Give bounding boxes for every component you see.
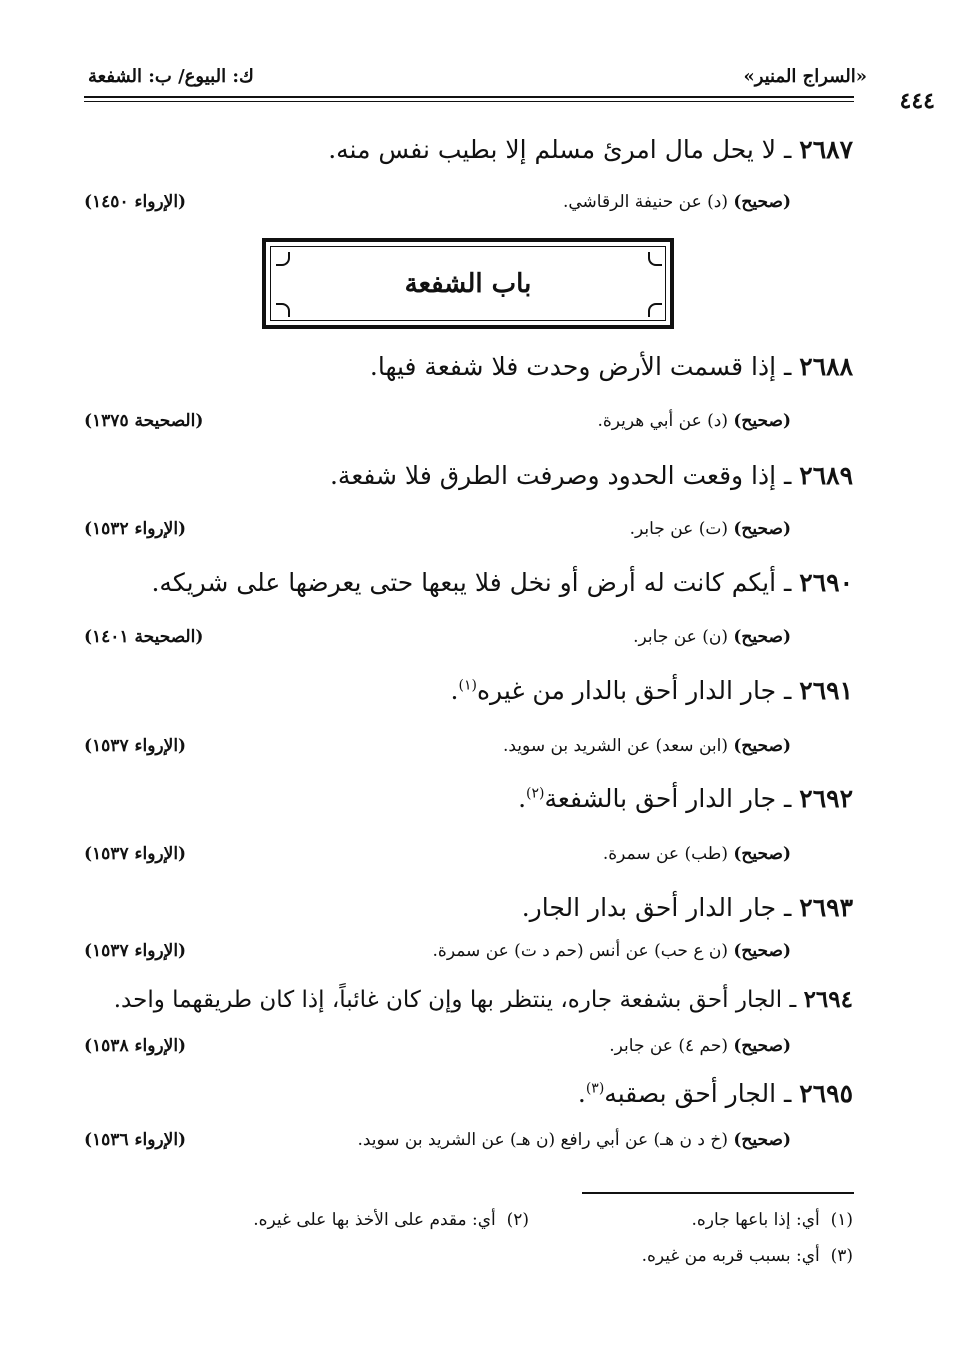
- footnote: (٣) أي: بسبب قربه من غيره.: [641, 1246, 853, 1266]
- section-title: باب الشفعة: [404, 268, 532, 299]
- hadith-source: (صحيح) (د) عن حنيفة الرقاشي.: [562, 192, 791, 212]
- hadith-text: ٢٦٨٧ ـ لا يحل مال امرئ مسلم إلا بطيب نفس منه.: [328, 135, 853, 164]
- header-rule-bottom: [84, 101, 854, 102]
- section-frame-inner: [270, 246, 666, 321]
- hadith-reference: (الصحيحة ١٣٧٥): [84, 411, 204, 431]
- frame-corner: [648, 303, 662, 317]
- hadith-number: ٢٦٩١: [799, 676, 853, 705]
- frame-corner: [276, 303, 290, 317]
- footnote-marker: (٢): [506, 1210, 529, 1230]
- page-number: ٤٤٤: [899, 88, 935, 114]
- hadith-reference: (الصحيحة ١٤٠١): [84, 627, 204, 647]
- hadith-number: ٢٦٩٣: [799, 893, 853, 922]
- hadith-source: (صحيح) (حم ٤) عن جابر.: [609, 1036, 791, 1056]
- hadith-reference: (الإرواء ١٤٥٠): [84, 192, 187, 212]
- hadith-reference: (الإرواء ١٥٣٧): [84, 844, 187, 864]
- hadith-reference: (الإرواء ١٥٣٧): [84, 941, 187, 961]
- book-title: «السراج المنير»: [743, 66, 867, 87]
- hadith-number: ٢٦٨٨: [799, 352, 853, 381]
- footnote-marker: (١): [830, 1210, 853, 1230]
- footnote-marker: (١): [458, 677, 477, 694]
- header-rule-top: [84, 96, 854, 98]
- hadith-source: (صحيح) (ن ع حب) عن أنس (حم د ت) عن سمرة.: [432, 941, 791, 961]
- hadith-number: ٢٦٨٩: [799, 461, 853, 490]
- hadith-number: ٢٦٩٠: [799, 568, 853, 597]
- footnote: (١) أي: إذا باعها جاره.: [691, 1210, 853, 1230]
- hadith-number: ٢٦٩٢: [799, 784, 853, 813]
- footnote-marker: (٢): [526, 785, 545, 802]
- footnote-marker: (٣): [585, 1080, 605, 1097]
- hadith-text: ٢٦٩٤ ـ الجار أحق بشفعة جاره، ينتظر بها وإن كان غائباً، إذا كان طريقهما واحد.: [113, 986, 853, 1013]
- hadith-text: ٢٦٩١ ـ جار الدار أحق بالدار من غيره$^{(١)}$.: [450, 676, 853, 705]
- chapter-title: ك: البيوع/ ب: الشفعة: [88, 66, 254, 87]
- hadith-source: (صحيح) (ابن سعد) عن الشريد بن سويد.: [502, 736, 791, 756]
- footnote-separator: [582, 1192, 854, 1194]
- hadith-reference: (الإرواء ١٥٣٨): [84, 1036, 187, 1056]
- hadith-source: (صحيح) (د) عن أبي هريرة.: [597, 411, 791, 431]
- hadith-source: (صحيح) (خ د ن هـ) عن أبي رافع (ن هـ) عن الشريد بن سويد.: [357, 1130, 791, 1150]
- hadith-reference: (الإرواء ١٥٣٧): [84, 736, 187, 756]
- frame-corner: [648, 252, 662, 266]
- hadith-reference: (الإرواء ١٥٣٢): [84, 519, 187, 539]
- hadith-text: ٢٦٨٩ ـ إذا وقعت الحدود وصرفت الطرق فلا شفعة.: [329, 461, 853, 490]
- hadith-text: ٢٦٨٨ ـ إذا قسمت الأرض وحدت فلا شفعة فيها.: [369, 352, 853, 381]
- hadith-text: ٢٦٩٣ ـ جار الدار أحق بدار الجار.: [521, 893, 853, 922]
- footnote-marker: (٣): [830, 1246, 853, 1266]
- hadith-number: ٢٦٩٥: [799, 1079, 853, 1108]
- hadith-text: ٢٦٩٥ ـ الجار أحق بصقبه$^{(٣)}$.: [577, 1079, 853, 1108]
- hadith-text: ٢٦٩٢ ـ جار الدار أحق بالشفعة$^{(٢)}$.: [518, 784, 853, 813]
- hadith-source: (صحيح) (ت) عن جابر.: [629, 519, 791, 539]
- hadith-text: ٢٦٩٠ ـ أيكم كانت له أرض أو نخل فلا يبعها حتى يعرضها على شريكه.: [151, 568, 853, 597]
- hadith-source: (صحيح) (طب) عن سمرة.: [602, 844, 791, 864]
- hadith-reference: (الإرواء ١٥٣٦): [84, 1130, 187, 1150]
- hadith-number: ٢٦٩٤: [803, 986, 853, 1013]
- hadith-number: ٢٦٨٧: [799, 135, 853, 164]
- footnote: (٢) أي: مقدم على الأخذ بها على غيره.: [253, 1210, 529, 1230]
- hadith-source: (صحيح) (ن) عن جابر.: [633, 627, 791, 647]
